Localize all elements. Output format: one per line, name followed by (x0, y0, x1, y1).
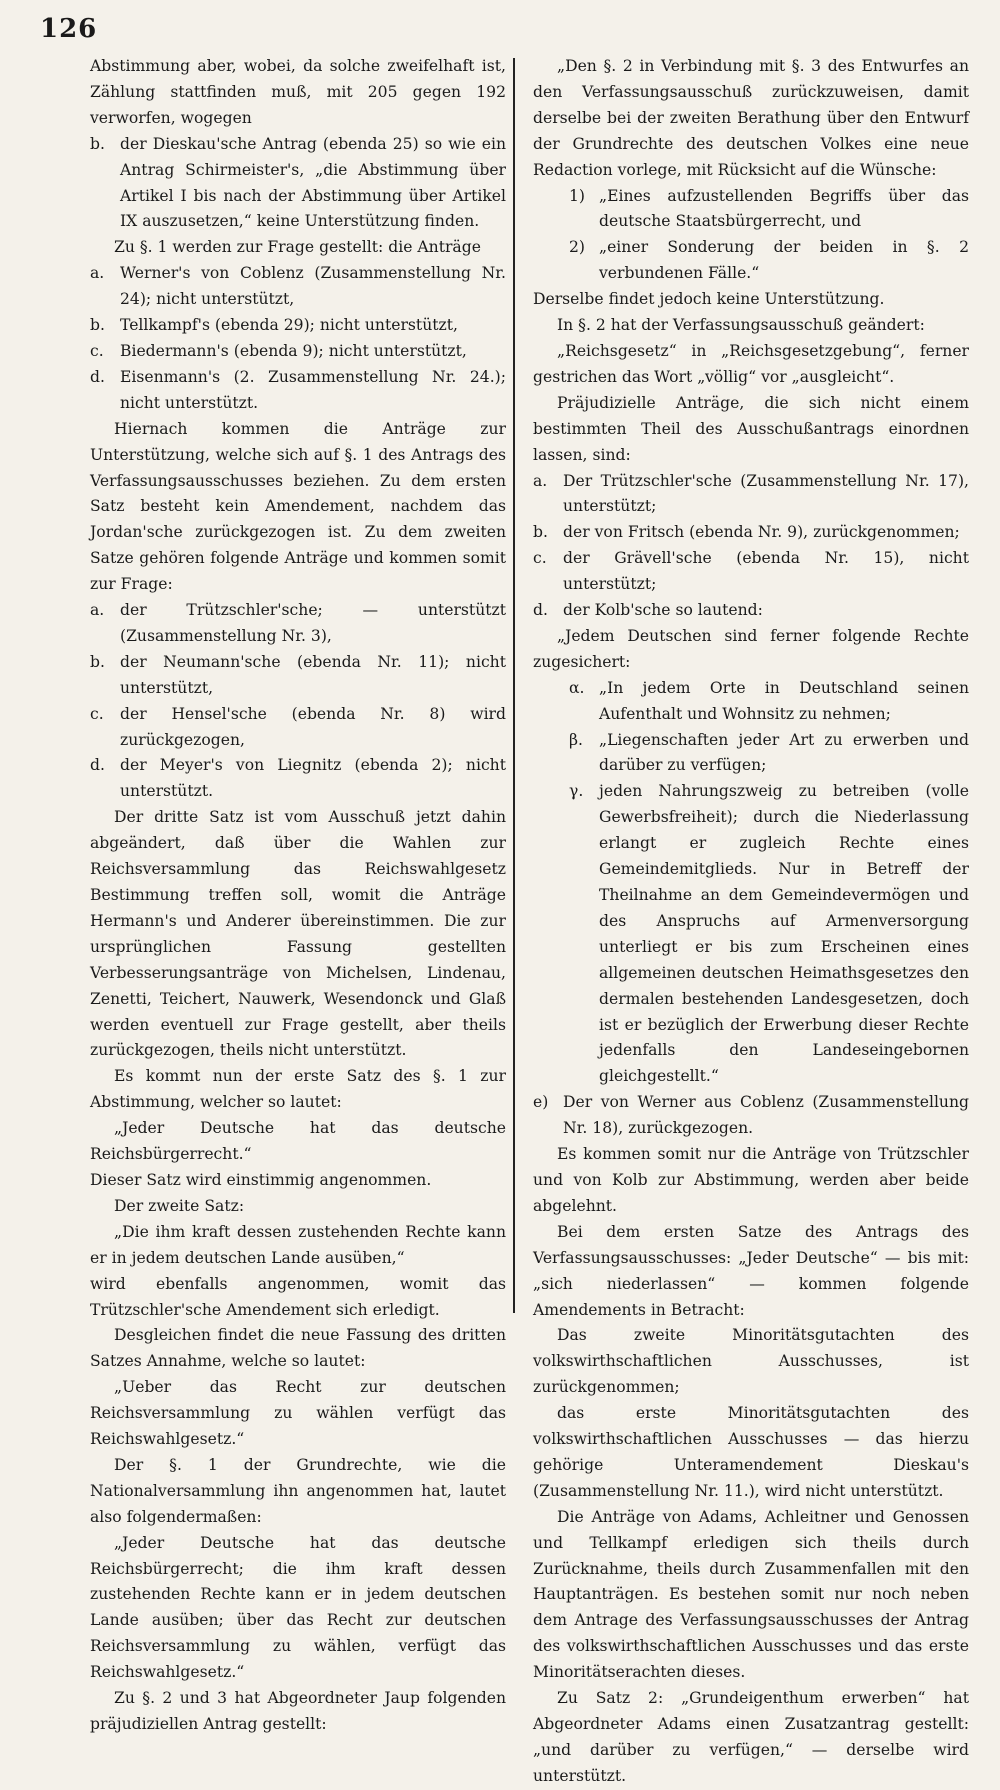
list-item-label: γ. (569, 782, 584, 801)
list-item-text: der Hensel'sche (ebenda Nr. 8) wird zurückgezogen, (120, 704, 506, 749)
list-item (90, 702, 506, 754)
paragraph: Der dritte Satz ist vom Ausschuß jetzt dahin abgeändert, daß über die Wahlen zur Reichsversammlung das Reichswahlgesetz Bestimmung treffen soll, womit die Anträge Hermann's und Anderer übereinstimmen. Die zur ursprünglichen Fassung gestellten Verbesserungsanträge von Michelsen, Lindenau, Zenetti, Teichert, Nauwerk, Wesendonck und Glaß werden eventuell zur Frage gestellt, aber theils zurückgezogen, theils nicht unterstützt. (90, 808, 506, 1060)
list-item-text: Werner's von Coblenz (Zusammenstellung Nr. 24); nicht unterstützt, (120, 264, 506, 309)
list-item-text: „Eines aufzustellenden Begriffs über das deutsche Staatsbürgerrecht, und (599, 186, 969, 231)
sub-list-item (533, 235, 969, 287)
list-item-label: a. (90, 601, 105, 620)
paragraph: Desgleichen findet die neue Fassung des dritten Satzes Annahme, welche so lautet: (90, 1326, 506, 1371)
list-item (533, 520, 969, 546)
list-item-label: a. (90, 264, 105, 283)
list-item-text: der von Fritsch (ebenda Nr. 9), zurückgenommen; (563, 523, 960, 542)
quotation: „Jedem Deutschen sind ferner folgende Rechte zugesichert: (533, 626, 969, 671)
list-item-label: b. (90, 652, 105, 671)
list-item-text: Tellkampf's (ebenda 29); nicht unterstützt, (120, 316, 458, 335)
paragraph: Die Anträge von Adams, Achleitner und Genossen und Tellkampf erledigen sich theils durch Zurücknahme, theils durch Zusammenfallen mit den Hauptanträgen. Es bestehen somit nur noch neben dem Antrage des Verfassungsausschusses der Antrag des volkswirthschaftlichen Ausschusses und das erste Minoritätserachten dieses. (533, 1507, 969, 1682)
list-item-text: „Liegenschaften jeder Art zu erwerben und darüber zu verfügen; (599, 730, 969, 775)
list-item (533, 546, 969, 598)
list-item-text: Biedermann's (ebenda 9); nicht unterstützt, (120, 341, 467, 360)
list-item-label: d. (90, 756, 105, 775)
list-item (90, 650, 506, 702)
list-item (90, 598, 506, 650)
paragraph: Der §. 1 der Grundrechte, wie die Nationalversammlung ihn angenommen hat, lautet also folgendermaßen: (90, 1455, 506, 1526)
list-item-text: der Dieskau'sche Antrag (ebenda 25) so wie ein Antrag Schirmeister's, „die Abstimmung über Artikel I bis nach der Abstimmung über Artikel IX auszusetzen,“ keine Unterstützung finden. (120, 134, 506, 231)
paragraph: Derselbe findet jedoch keine Unterstützung. (533, 290, 885, 309)
list-item-text: der Kolb'sche so lautend: (563, 601, 763, 620)
list-item-text: der Neumann'sche (ebenda Nr. 11); nicht unterstützt, (120, 652, 506, 697)
paragraph: Hiernach kommen die Anträge zur Unterstützung, welche sich auf §. 1 des Antrags des Verfassungsausschusses beziehen. Zu dem ersten Satz besteht kein Amendement, nachdem das Jordan'sche zurückgezogen ist. Zu dem zweiten Satze gehören folgende Anträge und kommen somit zur Frage: (90, 419, 506, 594)
sub-list-item (533, 184, 969, 236)
list-item-label: b. (533, 523, 548, 542)
right-column (533, 54, 969, 1790)
list-item (533, 469, 969, 521)
list-item-label: a. (533, 471, 548, 490)
paragraph: Bei dem ersten Satze des Antrags des Verfassungsausschusses: „Jeder Deutsche“ — bis mit: „sich niederlassen“ — kommen folgende Amendements in Betracht: (533, 1222, 969, 1319)
list-item-label: c. (90, 704, 104, 723)
quotation: „Die ihm kraft dessen zustehenden Rechte kann er in jedem deutschen Lande ausüben,“ (90, 1222, 506, 1267)
paragraph: Der zweite Satz: (114, 1196, 245, 1215)
page-number: 126 (40, 14, 98, 44)
list-item-label: 2) (569, 238, 586, 257)
list-item-text: Der von Werner aus Coblenz (Zusammenstellung Nr. 18), zurückgezogen. (563, 1093, 969, 1138)
list-item (90, 753, 506, 805)
paragraph: Abstimmung aber, wobei, da solche zweifelhaft ist, Zählung stattfinden muß, mit 205 gegen 192 verworfen, wogegen (90, 57, 506, 127)
list-item-label: d. (533, 601, 548, 620)
quotation: „Den §. 2 in Verbindung mit §. 3 des Entwurfes an den Verfassungsausschuß zurückzuweisen, damit derselbe bei der zweiten Berathung über den Entwurf der Grundrechte des deutschen Volkes eine neue Redaction vorlege, mit Rücksicht auf die Wünsche: (533, 57, 969, 179)
list-item-text: „einer Sonderung der beiden in §. 2 verbundenen Fälle.“ (599, 238, 969, 283)
list-item (533, 1090, 969, 1142)
list-item (90, 261, 506, 313)
list-item-text: jeden Nahrungszweig zu betreiben (volle Gewerbsfreiheit); durch die Niederlassung erlangt er zugleich Rechte eines Gemeindemitglieds. Nur in Betreff der Theilnahme an dem Gemeindevermögen und des Anspruchs auf Armenversorgung unterliegt er bis zum Erscheinen eines allgemeinen deutschen Heimathsgesetzes den dermalen bestehenden Landesgesetzen, doch ist er bezüglich der Erwerbung dieser Rechte jedenfalls den Landeseingebornen gleichgestellt.“ (599, 782, 969, 1086)
list-item (533, 598, 969, 624)
list-item-label: b. (90, 134, 105, 153)
paragraph: In §. 2 hat der Verfassungsausschuß geändert: (557, 316, 925, 335)
list-item-text: Der Trützschler'sche (Zusammenstellung Nr. 17), unterstützt; (563, 471, 969, 516)
list-item-label: c. (90, 341, 104, 360)
list-item-label: 1) (569, 186, 586, 205)
list-item-label: α. (569, 678, 585, 697)
list-item-label: b. (90, 316, 105, 335)
quotation: das erste Minoritätsgutachten des volkswirthschaftlichen Ausschusses — das hierzu gehörige Unteramendement Dieskau's (Zusammenstellung Nr. 11.), wird nicht unterstützt. (533, 1404, 969, 1500)
list-item (90, 339, 506, 365)
list-item-text: Eisenmann's (2. Zusammenstellung Nr. 24.); nicht unterstützt. (120, 367, 506, 412)
paragraph: Zu Satz 2: „Grundeigenthum erwerben“ hat Abgeordneter Adams einen Zusatzantrag gestellt: „und darüber zu verfügen,“ — derselbe wird unterstützt. (533, 1689, 969, 1785)
quotation: „Reichsgesetz“ in „Reichsgesetzgebung“, ferner gestrichen das Wort „völlig“ vor „ausgleicht“. (533, 341, 969, 386)
paragraph: Es kommen somit nur die Anträge von Trützschler und von Kolb zur Abstimmung, werden aber beide abgelehnt. (533, 1145, 969, 1215)
list-item-label: β. (569, 730, 583, 749)
paragraph: Dieser Satz wird einstimmig angenommen. (90, 1170, 432, 1189)
paragraph: wird ebenfalls angenommen, womit das Trützschler'sche Amendement sich erledigt. (90, 1274, 506, 1319)
quotation: „Jeder Deutsche hat das deutsche Reichsbürgerrecht; die ihm kraft dessen zustehenden Rechte kann er in jedem deutschen Lande ausüben; über das Recht zur deutschen Reichsversammlung zu wählen, verfügt das Reichswahlgesetz.“ (90, 1533, 506, 1682)
list-item-text: „In jedem Orte in Deutschland seinen Aufenthalt und Wohnsitz zu nehmen; (599, 678, 969, 723)
sub-list-item (533, 676, 969, 728)
left-column (90, 54, 506, 1738)
paragraph: Es kommt nun der erste Satz des §. 1 zur Abstimmung, welcher so lautet: (90, 1067, 506, 1112)
list-item-label: c. (533, 549, 547, 568)
sub-list-item (533, 728, 969, 780)
list-item-text: der Meyer's von Liegnitz (ebenda 2); nicht unterstützt. (120, 756, 506, 801)
column-divider (513, 58, 515, 1313)
list-item-text: der Trützschler'sche; — unterstützt (Zusammenstellung Nr. 3), (120, 601, 506, 645)
paragraph: Zu §. 2 und 3 hat Abgeordneter Jaup folgenden präjudiziellen Antrag gestellt: (90, 1689, 506, 1733)
sub-list-item (533, 779, 969, 1090)
list-item-label: d. (90, 367, 105, 386)
paragraph: Präjudizielle Anträge, die sich nicht einem bestimmten Theil des Ausschußantrags einordnen lassen, sind: (533, 393, 969, 464)
list-item (90, 132, 506, 236)
quotation: „Jeder Deutsche hat das deutsche Reichsbürgerrecht.“ (90, 1119, 506, 1164)
paragraph: Zu §. 1 werden zur Frage gestellt: die Anträge (114, 238, 481, 257)
list-item (90, 365, 506, 417)
quotation: „Ueber das Recht zur deutschen Reichsversammlung zu wählen verfügt das Reichswahlgesetz.“ (90, 1378, 506, 1449)
quotation: Das zweite Minoritätsgutachten des volkswirthschaftlichen Ausschusses, ist zurückgenommen; (533, 1326, 969, 1397)
list-item (90, 313, 506, 339)
list-item-label: e) (533, 1093, 549, 1112)
list-item-text: der Grävell'sche (ebenda Nr. 15), nicht unterstützt; (563, 549, 969, 594)
